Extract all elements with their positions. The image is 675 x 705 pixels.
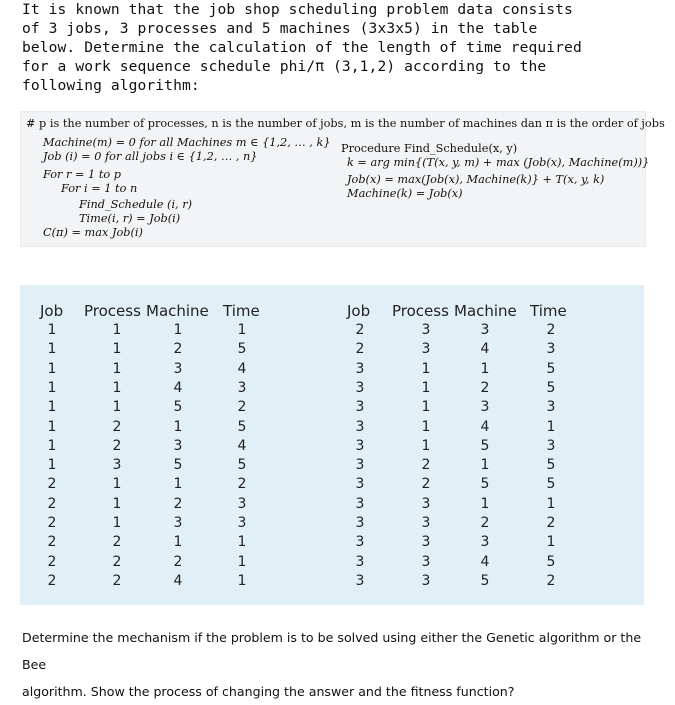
left-machine-cell: 1 <box>173 534 183 551</box>
right-job-cell: 3 <box>355 495 365 512</box>
left-time-cell: 5 <box>237 418 247 435</box>
right-job-cell: 3 <box>355 572 365 589</box>
left-job-cell: 2 <box>47 534 57 551</box>
left-time-cell: 3 <box>237 515 247 531</box>
right-job-cell: 3 <box>355 457 365 474</box>
intro-line: below. Determine the calculation of the length of time required <box>22 39 582 56</box>
header-process-left: Process <box>84 302 141 320</box>
left-process-cell: 1 <box>112 495 122 512</box>
left-job-cell: 1 <box>47 437 57 454</box>
right-machine-cell: 2 <box>480 515 490 531</box>
left-job-cell: 2 <box>47 476 57 493</box>
left-job-cell: 2 <box>47 495 57 512</box>
right-time-cell: 5 <box>546 476 556 493</box>
right-job-cell: 2 <box>355 322 365 338</box>
left-process-cell: 1 <box>112 476 122 493</box>
algo-line-argmin: k = arg min{(T(x, y, m) + max (Job(x), Machine(m))} <box>347 156 650 169</box>
left-time-cell: 5 <box>237 457 247 474</box>
right-machine-cell: 5 <box>480 572 490 589</box>
left-machine-cell: 1 <box>173 476 183 493</box>
intro-line: of 3 jobs, 3 processes and 5 machines (3x3x5) in the table <box>22 20 538 37</box>
algo-line-machine-update: Machine(k) = Job(x) <box>347 187 463 200</box>
right-machine-cell: 5 <box>480 476 490 493</box>
left-machine-cell: 4 <box>173 379 183 396</box>
header-machine-right: Machine <box>454 302 517 320</box>
right-machine-cell: 4 <box>480 553 490 570</box>
left-process-cell: 1 <box>112 341 122 358</box>
left-machine-cell: 5 <box>173 399 183 416</box>
left-machine-cell: 5 <box>173 457 183 474</box>
right-machine-cell: 4 <box>480 341 490 358</box>
right-process-cell: 3 <box>421 572 431 589</box>
right-job-cell: 3 <box>355 553 365 570</box>
footer-line: Determine the mechanism if the problem is to be solved using either the Genetic algorithm or the Bee <box>22 630 642 672</box>
right-job-cell: 3 <box>355 418 365 435</box>
right-machine-cell: 3 <box>480 534 490 551</box>
header-time-left: Time <box>223 302 260 320</box>
left-time-cell: 4 <box>237 437 247 454</box>
left-process-cell: 1 <box>112 322 122 338</box>
right-machine-cell: 5 <box>480 437 490 454</box>
left-process-cell: 2 <box>112 572 122 589</box>
left-time-cell: 3 <box>237 379 247 396</box>
right-job-cell: 3 <box>355 515 365 531</box>
left-time-cell: 2 <box>237 476 247 493</box>
right-time-cell: 5 <box>546 457 556 474</box>
left-process-cell: 2 <box>112 418 122 435</box>
right-time-cell: 5 <box>546 379 556 396</box>
right-time-cell: 3 <box>546 437 556 454</box>
left-machine-cell: 2 <box>173 341 183 358</box>
left-job-cell: 1 <box>47 322 57 338</box>
right-job-cell: 2 <box>355 341 365 358</box>
left-job-cell: 2 <box>47 572 57 589</box>
left-job-cell: 2 <box>47 553 57 570</box>
left-job-cell: 1 <box>47 341 57 358</box>
right-machine-cell: 2 <box>480 379 490 396</box>
algo-line-cmax: C(π) = max Job(i) <box>43 226 143 239</box>
left-job-cell: 1 <box>47 399 57 416</box>
algo-line-find-schedule: Find_Schedule (i, r) <box>79 198 193 211</box>
algo-line-time: Time(i, r) = Job(i) <box>79 212 181 225</box>
left-time-cell: 1 <box>237 572 247 589</box>
right-job-cell: 3 <box>355 476 365 493</box>
algo-line-machine-init: Machine(m) = 0 for all Machines m ∈ {1,2, … , k} <box>43 136 331 149</box>
right-time-cell: 2 <box>546 572 556 589</box>
right-job-cell: 3 <box>355 437 365 454</box>
right-process-cell: 1 <box>421 360 431 377</box>
right-job-cell: 3 <box>355 379 365 396</box>
algo-line-job-update: Job(x) = max(Job(x), Machine(k)} + T(x, y, k) <box>347 173 605 186</box>
right-job-cell: 3 <box>355 534 365 551</box>
left-job-cell: 1 <box>47 457 57 474</box>
left-time-cell: 4 <box>237 360 247 377</box>
right-time-cell: 1 <box>546 418 556 435</box>
left-machine-cell: 3 <box>173 515 183 531</box>
right-machine-cell: 1 <box>480 457 490 474</box>
right-process-cell: 1 <box>421 399 431 416</box>
header-job-left: Job <box>40 302 64 320</box>
left-time-cell: 1 <box>237 553 247 570</box>
algo-line-for-i: For i = 1 to n <box>61 182 138 195</box>
left-machine-cell: 4 <box>173 572 183 589</box>
right-time-cell: 5 <box>546 553 556 570</box>
right-time-cell: 2 <box>546 322 556 338</box>
right-job-cell: 3 <box>355 399 365 416</box>
left-process-cell: 3 <box>112 457 122 474</box>
left-process-cell: 1 <box>112 360 122 377</box>
intro-line: following algorithm: <box>22 77 200 94</box>
right-machine-cell: 1 <box>480 495 490 512</box>
right-time-cell: 5 <box>546 360 556 377</box>
left-job-cell: 1 <box>47 379 57 396</box>
right-time-cell: 2 <box>546 515 556 531</box>
right-machine-cell: 3 <box>480 322 490 338</box>
question-text <box>22 624 662 705</box>
header-time-right: Time <box>530 302 567 320</box>
left-time-cell: 5 <box>237 341 247 358</box>
algorithm-box <box>20 111 665 247</box>
left-machine-cell: 2 <box>173 553 183 570</box>
left-time-cell: 1 <box>237 322 247 338</box>
problem-statement <box>22 0 662 95</box>
footer-line: algorithm. Show the process of changing the answer and the fitness function? <box>22 684 515 699</box>
left-process-cell: 2 <box>112 437 122 454</box>
right-time-cell: 3 <box>546 341 556 358</box>
right-process-cell: 3 <box>421 495 431 512</box>
left-machine-cell: 1 <box>173 418 183 435</box>
right-process-cell: 1 <box>421 379 431 396</box>
right-process-cell: 1 <box>421 437 431 454</box>
right-time-cell: 1 <box>546 534 556 551</box>
right-machine-cell: 3 <box>480 399 490 416</box>
left-time-cell: 1 <box>237 534 247 551</box>
right-process-cell: 2 <box>421 476 431 493</box>
left-machine-cell: 3 <box>173 437 183 454</box>
right-machine-cell: 1 <box>480 360 490 377</box>
right-process-cell: 3 <box>421 515 431 531</box>
right-process-cell: 3 <box>421 553 431 570</box>
right-process-cell: 2 <box>421 457 431 474</box>
algo-line-for-r: For r = 1 to p <box>43 168 122 181</box>
left-job-cell: 2 <box>47 515 57 531</box>
right-time-cell: 3 <box>546 399 556 416</box>
left-machine-cell: 2 <box>173 495 183 512</box>
right-process-cell: 3 <box>421 341 431 358</box>
job-data-table <box>20 285 644 605</box>
left-job-cell: 1 <box>47 360 57 377</box>
intro-line: for a work sequence schedule phi/π (3,1,2) according to the <box>22 58 547 75</box>
left-process-cell: 1 <box>112 379 122 396</box>
left-process-cell: 1 <box>112 399 122 416</box>
left-process-cell: 1 <box>112 515 122 531</box>
algo-line-job-init: Job (i) = 0 for all jobs i ∈ {1,2, … , n} <box>43 150 258 163</box>
left-time-cell: 2 <box>237 399 247 416</box>
right-process-cell: 3 <box>421 322 431 338</box>
left-machine-cell: 3 <box>173 360 183 377</box>
header-machine-left: Machine <box>146 302 209 320</box>
left-machine-cell: 1 <box>173 322 183 338</box>
right-job-cell: 3 <box>355 360 365 377</box>
left-process-cell: 2 <box>112 553 122 570</box>
algo-line-procedure: Procedure Find_Schedule(x, y) <box>341 142 518 155</box>
right-process-cell: 3 <box>421 534 431 551</box>
right-time-cell: 1 <box>546 495 556 512</box>
left-time-cell: 3 <box>237 495 247 512</box>
right-process-cell: 1 <box>421 418 431 435</box>
header-job-right: Job <box>347 302 371 320</box>
header-process-right: Process <box>392 302 449 320</box>
right-machine-cell: 4 <box>480 418 490 435</box>
intro-line: It is known that the job shop scheduling problem data consists <box>22 1 573 18</box>
left-job-cell: 1 <box>47 418 57 435</box>
algorithm-header: # p is the number of processes, n is the number of jobs, m is the number of machines dan π is the order of jobs <box>26 117 665 130</box>
left-process-cell: 2 <box>112 534 122 551</box>
